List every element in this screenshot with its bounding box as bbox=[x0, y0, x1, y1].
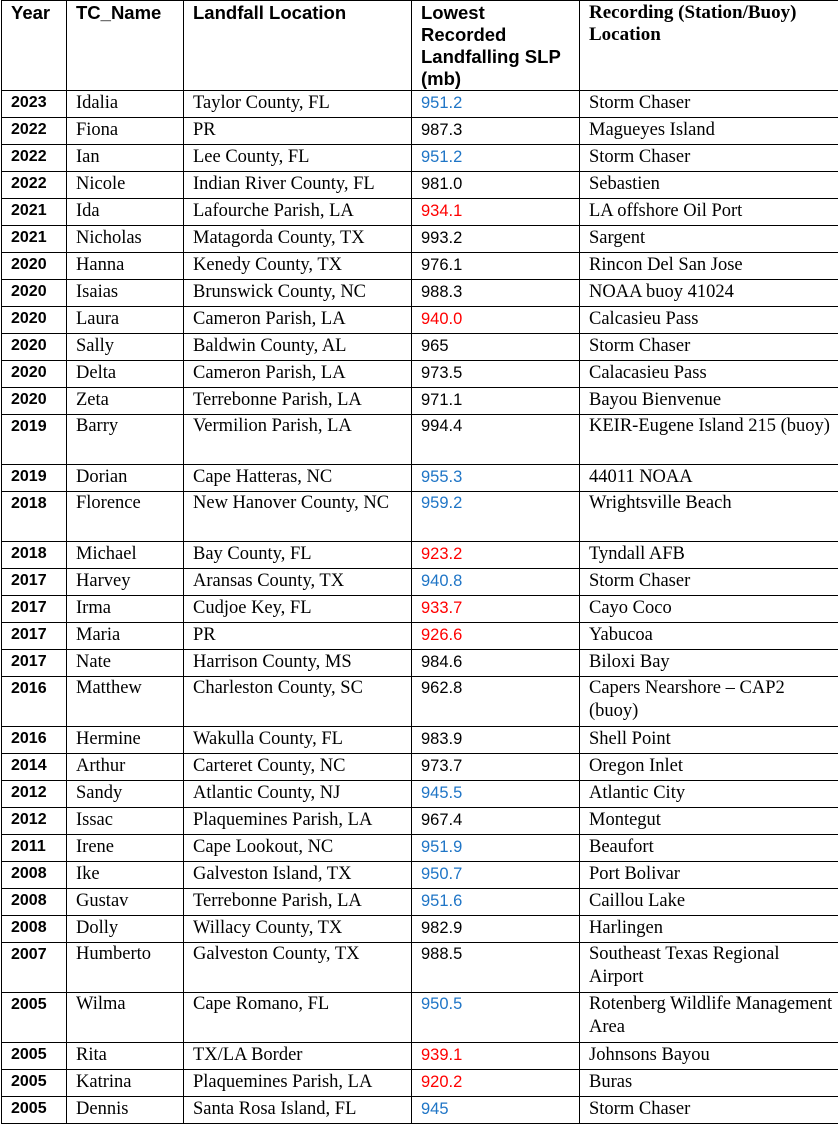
tc-name-cell: Laura bbox=[67, 307, 184, 334]
tc-name-cell: Gustav bbox=[67, 889, 184, 916]
slp-cell: 940.0 bbox=[412, 307, 580, 334]
tc-name-cell: Ida bbox=[67, 199, 184, 226]
year-cell: 2012 bbox=[2, 808, 67, 835]
landfall-location-cell: Terrebonne Parish, LA bbox=[184, 889, 412, 916]
year-cell: 2007 bbox=[2, 943, 67, 993]
station-cell: Calacasieu Pass bbox=[580, 361, 838, 388]
station-cell: Harlingen bbox=[580, 916, 838, 943]
landfall-location-cell: Galveston County, TX bbox=[184, 943, 412, 993]
year-cell: 2020 bbox=[2, 280, 67, 307]
table-row bbox=[2, 334, 838, 361]
slp-cell: 959.2 bbox=[412, 492, 580, 542]
table-row bbox=[2, 835, 838, 862]
slp-cell: 945 bbox=[412, 1097, 580, 1124]
station-cell: Southeast Texas Regional Airport bbox=[580, 943, 838, 993]
station-cell: Atlantic City bbox=[580, 781, 838, 808]
station-cell: Rotenberg Wildlife Management Area bbox=[580, 993, 838, 1043]
year-cell: 2011 bbox=[2, 835, 67, 862]
year-cell: 2017 bbox=[2, 596, 67, 623]
station-cell: Storm Chaser bbox=[580, 145, 838, 172]
station-cell: Rincon Del San Jose bbox=[580, 253, 838, 280]
year-header: Year bbox=[2, 1, 67, 91]
slp-header: Lowest Recorded Landfalling SLP (mb) bbox=[412, 1, 580, 91]
station-cell: Capers Nearshore – CAP2 (buoy) bbox=[580, 677, 838, 727]
tc-name-cell: Maria bbox=[67, 623, 184, 650]
station-cell: Caillou Lake bbox=[580, 889, 838, 916]
tc-name-header: TC_Name bbox=[67, 1, 184, 91]
slp-cell: 951.2 bbox=[412, 91, 580, 118]
table-row bbox=[2, 650, 838, 677]
tc-name-cell: Sandy bbox=[67, 781, 184, 808]
slp-cell: 951.9 bbox=[412, 835, 580, 862]
station-cell: Beaufort bbox=[580, 835, 838, 862]
tc-name-cell: Humberto bbox=[67, 943, 184, 993]
landfall-location-cell: PR bbox=[184, 623, 412, 650]
station-cell: 44011 NOAA bbox=[580, 465, 838, 492]
tc-name-cell: Hermine bbox=[67, 727, 184, 754]
year-cell: 2022 bbox=[2, 172, 67, 199]
year-cell: 2014 bbox=[2, 754, 67, 781]
tc-name-cell: Nicholas bbox=[67, 226, 184, 253]
slp-cell: 945.5 bbox=[412, 781, 580, 808]
tc-name-cell: Katrina bbox=[67, 1070, 184, 1097]
year-cell: 2018 bbox=[2, 492, 67, 542]
station-cell: Storm Chaser bbox=[580, 91, 838, 118]
slp-cell: 934.1 bbox=[412, 199, 580, 226]
station-cell: Calcasieu Pass bbox=[580, 307, 838, 334]
tc-name-cell: Ian bbox=[67, 145, 184, 172]
tc-name-cell: Ike bbox=[67, 862, 184, 889]
landfall-location-cell: Terrebonne Parish, LA bbox=[184, 388, 412, 415]
year-cell: 2016 bbox=[2, 727, 67, 754]
year-cell: 2020 bbox=[2, 253, 67, 280]
station-cell: Bayou Bienvenue bbox=[580, 388, 838, 415]
slp-cell: 965 bbox=[412, 334, 580, 361]
slp-cell: 976.1 bbox=[412, 253, 580, 280]
slp-cell: 926.6 bbox=[412, 623, 580, 650]
slp-cell: 950.5 bbox=[412, 993, 580, 1043]
station-cell: Port Bolivar bbox=[580, 862, 838, 889]
year-cell: 2022 bbox=[2, 145, 67, 172]
station-cell: LA offshore Oil Port bbox=[580, 199, 838, 226]
station-cell: Tyndall AFB bbox=[580, 542, 838, 569]
year-cell: 2008 bbox=[2, 862, 67, 889]
landfall-location-cell: Cameron Parish, LA bbox=[184, 307, 412, 334]
landfall-location-cell: Lee County, FL bbox=[184, 145, 412, 172]
landfall-location-cell: Taylor County, FL bbox=[184, 91, 412, 118]
year-cell: 2008 bbox=[2, 889, 67, 916]
table-row bbox=[2, 623, 838, 650]
year-cell: 2017 bbox=[2, 650, 67, 677]
station-cell: Johnsons Bayou bbox=[580, 1043, 838, 1070]
table-row bbox=[2, 808, 838, 835]
landfall-location-cell: TX/LA Border bbox=[184, 1043, 412, 1070]
table-row bbox=[2, 145, 838, 172]
station-cell: Montegut bbox=[580, 808, 838, 835]
station-cell: Wrightsville Beach bbox=[580, 492, 838, 542]
tc-name-cell: Zeta bbox=[67, 388, 184, 415]
header-row bbox=[2, 1, 838, 91]
station-cell: KEIR-Eugene Island 215 (buoy) bbox=[580, 415, 838, 465]
tc-name-cell: Dennis bbox=[67, 1097, 184, 1124]
year-cell: 2012 bbox=[2, 781, 67, 808]
landfall-location-cell: Cape Romano, FL bbox=[184, 993, 412, 1043]
landfall-location-cell: Santa Rosa Island, FL bbox=[184, 1097, 412, 1124]
year-cell: 2018 bbox=[2, 542, 67, 569]
table-row bbox=[2, 1043, 838, 1070]
station-cell: Buras bbox=[580, 1070, 838, 1097]
slp-cell: 920.2 bbox=[412, 1070, 580, 1097]
table-row bbox=[2, 862, 838, 889]
slp-cell: 994.4 bbox=[412, 415, 580, 465]
landfall-location-cell: Matagorda County, TX bbox=[184, 226, 412, 253]
table-row bbox=[2, 569, 838, 596]
tc-name-cell: Irma bbox=[67, 596, 184, 623]
slp-cell: 973.5 bbox=[412, 361, 580, 388]
landfall-location-cell: Atlantic County, NJ bbox=[184, 781, 412, 808]
landfall-location-cell: New Hanover County, NC bbox=[184, 492, 412, 542]
landfall-location-cell: Lafourche Parish, LA bbox=[184, 199, 412, 226]
tc-name-cell: Arthur bbox=[67, 754, 184, 781]
table-row bbox=[2, 172, 838, 199]
table-row bbox=[2, 993, 838, 1043]
year-cell: 2022 bbox=[2, 118, 67, 145]
tc-name-cell: Delta bbox=[67, 361, 184, 388]
landfall-location-cell: Charleston County, SC bbox=[184, 677, 412, 727]
year-cell: 2005 bbox=[2, 1043, 67, 1070]
landfall-location-cell: Plaquemines Parish, LA bbox=[184, 1070, 412, 1097]
table-row bbox=[2, 542, 838, 569]
station-cell: NOAA buoy 41024 bbox=[580, 280, 838, 307]
year-cell: 2020 bbox=[2, 361, 67, 388]
table-row bbox=[2, 596, 838, 623]
year-cell: 2020 bbox=[2, 388, 67, 415]
tc-name-cell: Dorian bbox=[67, 465, 184, 492]
station-cell: Magueyes Island bbox=[580, 118, 838, 145]
year-cell: 2016 bbox=[2, 677, 67, 727]
table-row bbox=[2, 492, 838, 542]
landfall-location-cell: Cape Lookout, NC bbox=[184, 835, 412, 862]
landfall-location-header: Landfall Location bbox=[184, 1, 412, 91]
landfall-location-cell: Kenedy County, TX bbox=[184, 253, 412, 280]
slp-cell: 939.1 bbox=[412, 1043, 580, 1070]
landfall-location-cell: Galveston Island, TX bbox=[184, 862, 412, 889]
slp-cell: 951.6 bbox=[412, 889, 580, 916]
station-cell: Yabucoa bbox=[580, 623, 838, 650]
station-cell: Oregon Inlet bbox=[580, 754, 838, 781]
slp-cell: 971.1 bbox=[412, 388, 580, 415]
table-row bbox=[2, 727, 838, 754]
table-row bbox=[2, 677, 838, 727]
tc-name-cell: Irene bbox=[67, 835, 184, 862]
landfall-location-cell: Brunswick County, NC bbox=[184, 280, 412, 307]
year-cell: 2023 bbox=[2, 91, 67, 118]
table-row bbox=[2, 415, 838, 465]
slp-cell: 950.7 bbox=[412, 862, 580, 889]
year-cell: 2020 bbox=[2, 307, 67, 334]
table-row bbox=[2, 226, 838, 253]
year-cell: 2008 bbox=[2, 916, 67, 943]
station-cell: Sargent bbox=[580, 226, 838, 253]
table-row bbox=[2, 307, 838, 334]
station-cell: Cayo Coco bbox=[580, 596, 838, 623]
tc-name-cell: Wilma bbox=[67, 993, 184, 1043]
slp-cell: 967.4 bbox=[412, 808, 580, 835]
tc-name-cell: Barry bbox=[67, 415, 184, 465]
station-cell: Sebastien bbox=[580, 172, 838, 199]
landfall-location-cell: PR bbox=[184, 118, 412, 145]
slp-cell: 984.6 bbox=[412, 650, 580, 677]
tc-name-cell: Harvey bbox=[67, 569, 184, 596]
landfall-location-cell: Willacy County, TX bbox=[184, 916, 412, 943]
table-row bbox=[2, 943, 838, 993]
slp-cell: 982.9 bbox=[412, 916, 580, 943]
slp-cell: 940.8 bbox=[412, 569, 580, 596]
slp-cell: 933.7 bbox=[412, 596, 580, 623]
slp-cell: 988.5 bbox=[412, 943, 580, 993]
year-cell: 2019 bbox=[2, 415, 67, 465]
landfall-location-cell: Carteret County, NC bbox=[184, 754, 412, 781]
slp-cell: 973.7 bbox=[412, 754, 580, 781]
landfall-location-cell: Baldwin County, AL bbox=[184, 334, 412, 361]
tc-name-cell: Hanna bbox=[67, 253, 184, 280]
table-row bbox=[2, 889, 838, 916]
tc-name-cell: Florence bbox=[67, 492, 184, 542]
table-row bbox=[2, 280, 838, 307]
year-cell: 2017 bbox=[2, 623, 67, 650]
tc-name-cell: Dolly bbox=[67, 916, 184, 943]
slp-cell: 923.2 bbox=[412, 542, 580, 569]
landfall-location-cell: Indian River County, FL bbox=[184, 172, 412, 199]
year-cell: 2017 bbox=[2, 569, 67, 596]
table-row bbox=[2, 199, 838, 226]
tc-name-cell: Idalia bbox=[67, 91, 184, 118]
tc-name-cell: Nate bbox=[67, 650, 184, 677]
year-cell: 2021 bbox=[2, 226, 67, 253]
landfall-location-cell: Wakulla County, FL bbox=[184, 727, 412, 754]
tc-landfall-table bbox=[1, 0, 838, 1124]
table-row bbox=[2, 361, 838, 388]
year-cell: 2020 bbox=[2, 334, 67, 361]
station-cell: Storm Chaser bbox=[580, 1097, 838, 1124]
tc-name-cell: Sally bbox=[67, 334, 184, 361]
slp-cell: 981.0 bbox=[412, 172, 580, 199]
table-row bbox=[2, 781, 838, 808]
station-cell: Shell Point bbox=[580, 727, 838, 754]
table-row bbox=[2, 754, 838, 781]
slp-cell: 988.3 bbox=[412, 280, 580, 307]
station-cell: Storm Chaser bbox=[580, 334, 838, 361]
tc-name-cell: Fiona bbox=[67, 118, 184, 145]
table-row bbox=[2, 1070, 838, 1097]
landfall-location-cell: Cameron Parish, LA bbox=[184, 361, 412, 388]
year-cell: 2005 bbox=[2, 1070, 67, 1097]
slp-cell: 951.2 bbox=[412, 145, 580, 172]
tc-name-cell: Nicole bbox=[67, 172, 184, 199]
year-cell: 2005 bbox=[2, 993, 67, 1043]
station-header: Recording (Station/Buoy) Location bbox=[580, 1, 838, 91]
slp-cell: 955.3 bbox=[412, 465, 580, 492]
slp-cell: 987.3 bbox=[412, 118, 580, 145]
table-row bbox=[2, 91, 838, 118]
landfall-location-cell: Plaquemines Parish, LA bbox=[184, 808, 412, 835]
tc-name-cell: Rita bbox=[67, 1043, 184, 1070]
table-row bbox=[2, 465, 838, 492]
table-body bbox=[2, 91, 838, 1124]
landfall-location-cell: Aransas County, TX bbox=[184, 569, 412, 596]
slp-cell: 983.9 bbox=[412, 727, 580, 754]
slp-cell: 993.2 bbox=[412, 226, 580, 253]
landfall-location-cell: Cape Hatteras, NC bbox=[184, 465, 412, 492]
slp-cell: 962.8 bbox=[412, 677, 580, 727]
station-cell: Biloxi Bay bbox=[580, 650, 838, 677]
year-cell: 2021 bbox=[2, 199, 67, 226]
landfall-location-cell: Harrison County, MS bbox=[184, 650, 412, 677]
table-row bbox=[2, 1097, 838, 1124]
table-row bbox=[2, 253, 838, 280]
table-row bbox=[2, 916, 838, 943]
station-cell: Storm Chaser bbox=[580, 569, 838, 596]
table-row bbox=[2, 118, 838, 145]
tc-name-cell: Issac bbox=[67, 808, 184, 835]
table-row bbox=[2, 388, 838, 415]
landfall-location-cell: Bay County, FL bbox=[184, 542, 412, 569]
tc-name-cell: Matthew bbox=[67, 677, 184, 727]
tc-name-cell: Isaias bbox=[67, 280, 184, 307]
year-cell: 2005 bbox=[2, 1097, 67, 1124]
landfall-location-cell: Vermilion Parish, LA bbox=[184, 415, 412, 465]
year-cell: 2019 bbox=[2, 465, 67, 492]
tc-name-cell: Michael bbox=[67, 542, 184, 569]
landfall-location-cell: Cudjoe Key, FL bbox=[184, 596, 412, 623]
